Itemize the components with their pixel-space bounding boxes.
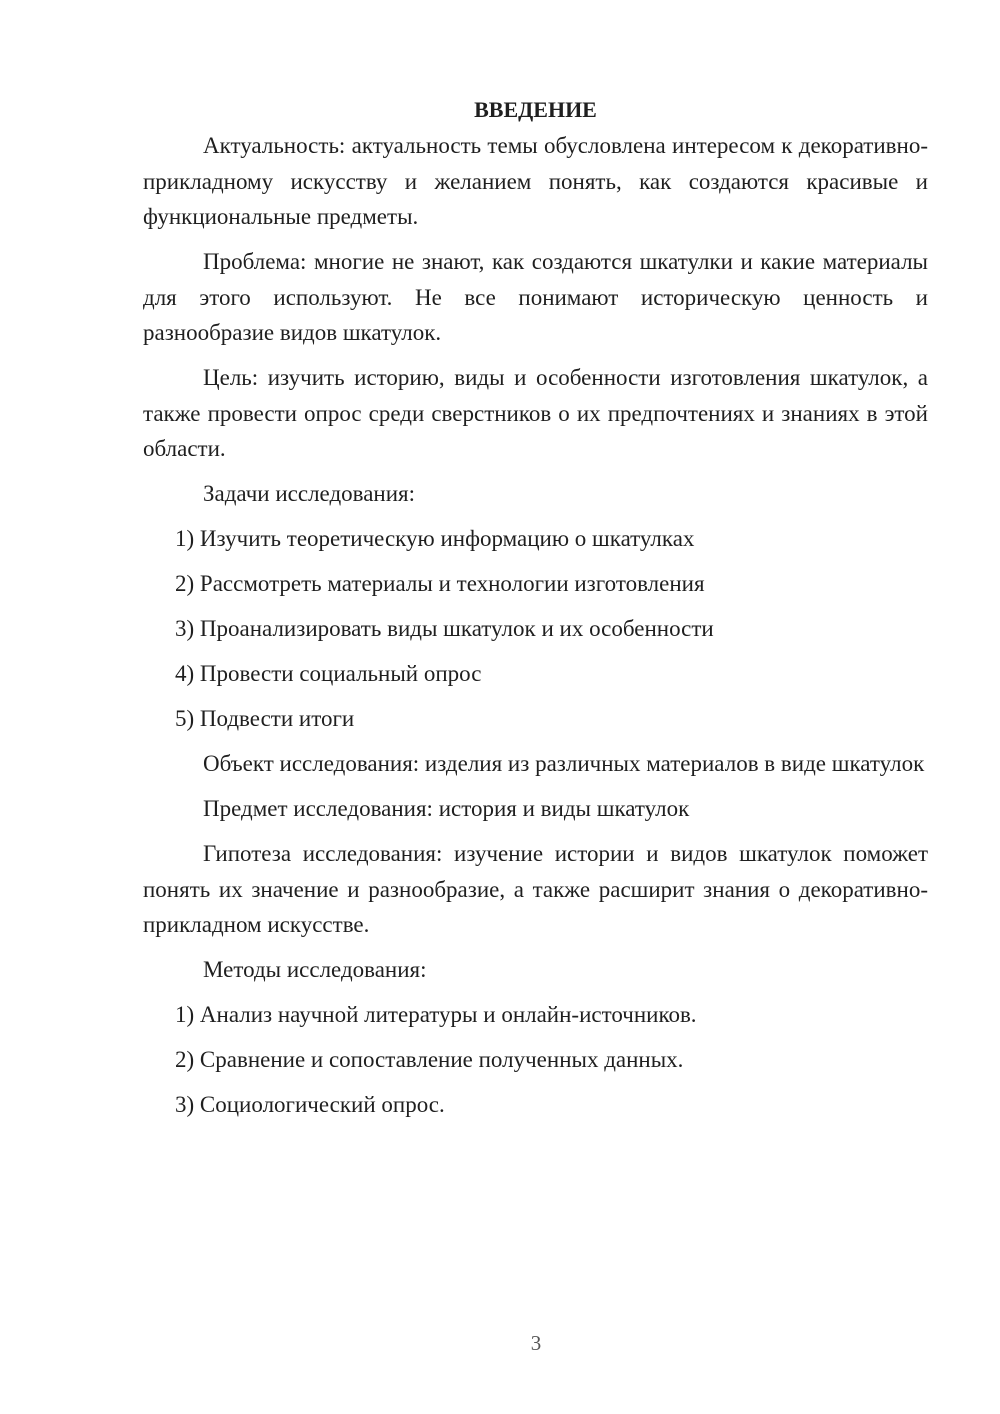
method-item-2: 2) Сравнение и сопоставление полученных данных. [175,1047,684,1072]
relevance-paragraph: Актуальность: актуальность темы обусловлена интересом к декоративно-прикладному искусству и желанием понять, как создаются красивые и функциональные предметы. [143,133,928,229]
task-item-1: 1) Изучить теоретическую информацию о шкатулках [175,526,695,551]
hypothesis-paragraph: Гипотеза исследования: изучение истории и видов шкатулок поможет понять их значение и разнообразие, а также расширит знания о декоративно-прикладном искусстве. [143,841,928,937]
method-item-1: 1) Анализ научной литературы и онлайн-источников. [175,1002,697,1027]
section-heading: ВВЕДЕНИЕ [474,97,597,122]
subject-paragraph: Предмет исследования: история и виды шкатулок [203,796,690,821]
page-number: 3 [530,1331,542,1355]
goal-paragraph: Цель: изучить историю, виды и особенности изготовления шкатулок, а также провести опрос среди сверстников о их предпочтениях и знаниях в этой области. [143,365,928,461]
object-paragraph: Объект исследования: изделия из различных материалов в виде шкатулок [203,751,925,776]
task-item-2: 2) Рассмотреть материалы и технологии изготовления [175,571,705,596]
tasks-label: Задачи исследования: [203,481,416,506]
method-item-3: 3) Социологический опрос. [175,1092,445,1117]
task-item-5: 5) Подвести итоги [175,706,355,731]
task-item-3: 3) Проанализировать виды шкатулок и их особенности [175,616,714,641]
task-item-4: 4) Провести социальный опрос [175,661,482,686]
methods-label: Методы исследования: [203,957,427,982]
problem-paragraph: Проблема: многие не знают, как создаются шкатулки и какие материалы для этого используют. Не все понимают историческую ценность и разнообразие видов шкатулок. [143,249,928,345]
document-body [143,92,928,1132]
